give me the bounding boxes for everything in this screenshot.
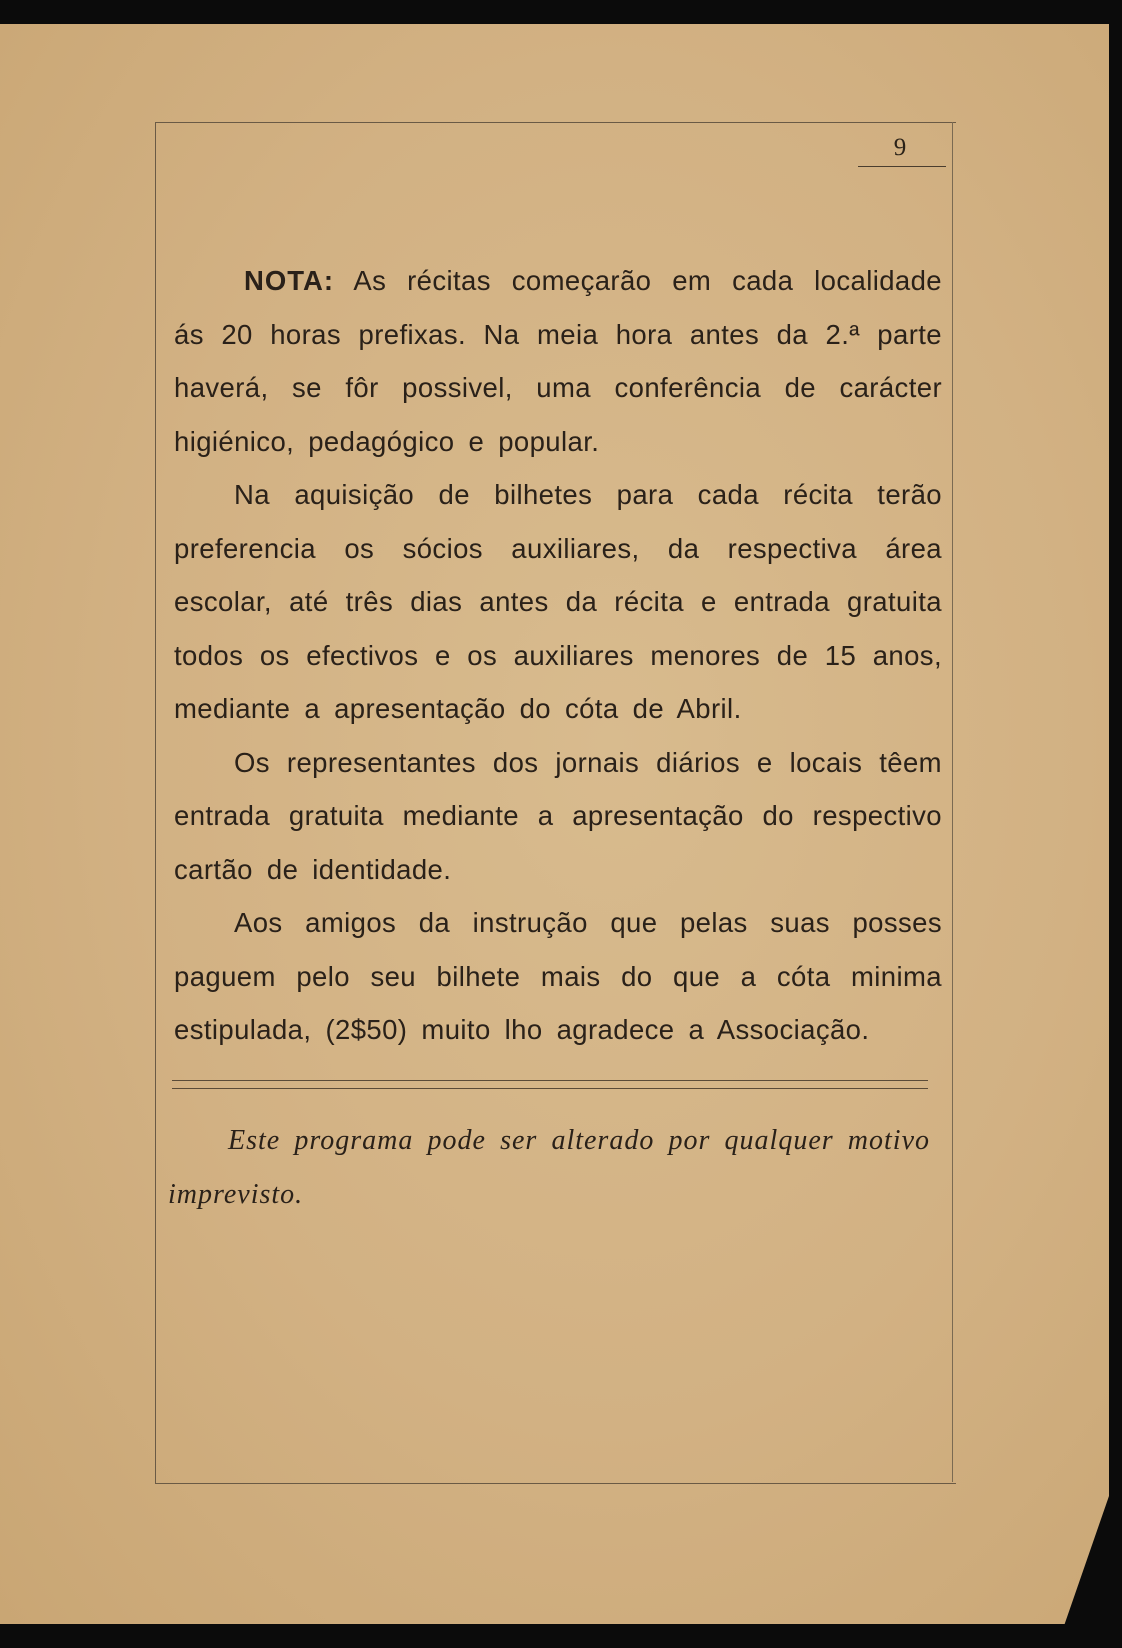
nota-section (174, 254, 942, 1057)
page-border-right (952, 122, 953, 1482)
program-notice (168, 1114, 930, 1222)
nota-paragraph-3: Os representantes dos jornais diários e locais têem entrada gratuita mediante a apresentação do respectivo cartão de identidade. (174, 746, 942, 885)
nota-paragraph-1 (174, 254, 942, 468)
nota-label: NOTA: (244, 265, 335, 296)
nota-paragraph-2: Na aquisição de bilhetes para cada récita terão preferencia os sócios auxiliares, da respectiva área escolar, até três dias antes da récita e entrada gratuita todos os efectivos e os auxiliares menores de 15 anos, mediante a apresentação do cóta de Abril. (174, 479, 942, 724)
page-number-rule (858, 166, 946, 167)
program-notice-text: Este programa pode ser alterado por qualquer motivo imprevisto. (168, 1125, 930, 1210)
page-number: 9 (893, 134, 907, 161)
nota-paragraph-1-text: As récitas começarão em cada localidade ás 20 horas prefixas. Na meia hora antes da 2.ª parte haverá, se fôr possivel, uma conferência de carácter higiénico, pedagógico e popular. (174, 265, 942, 457)
double-divider (172, 1080, 928, 1089)
nota-paragraph-4: Aos amigos da instrução que pelas suas posses paguem pelo seu bilhete mais do que a cóta minima estipulada, (2$50) muito lho agradece a Associação. (174, 907, 942, 1045)
